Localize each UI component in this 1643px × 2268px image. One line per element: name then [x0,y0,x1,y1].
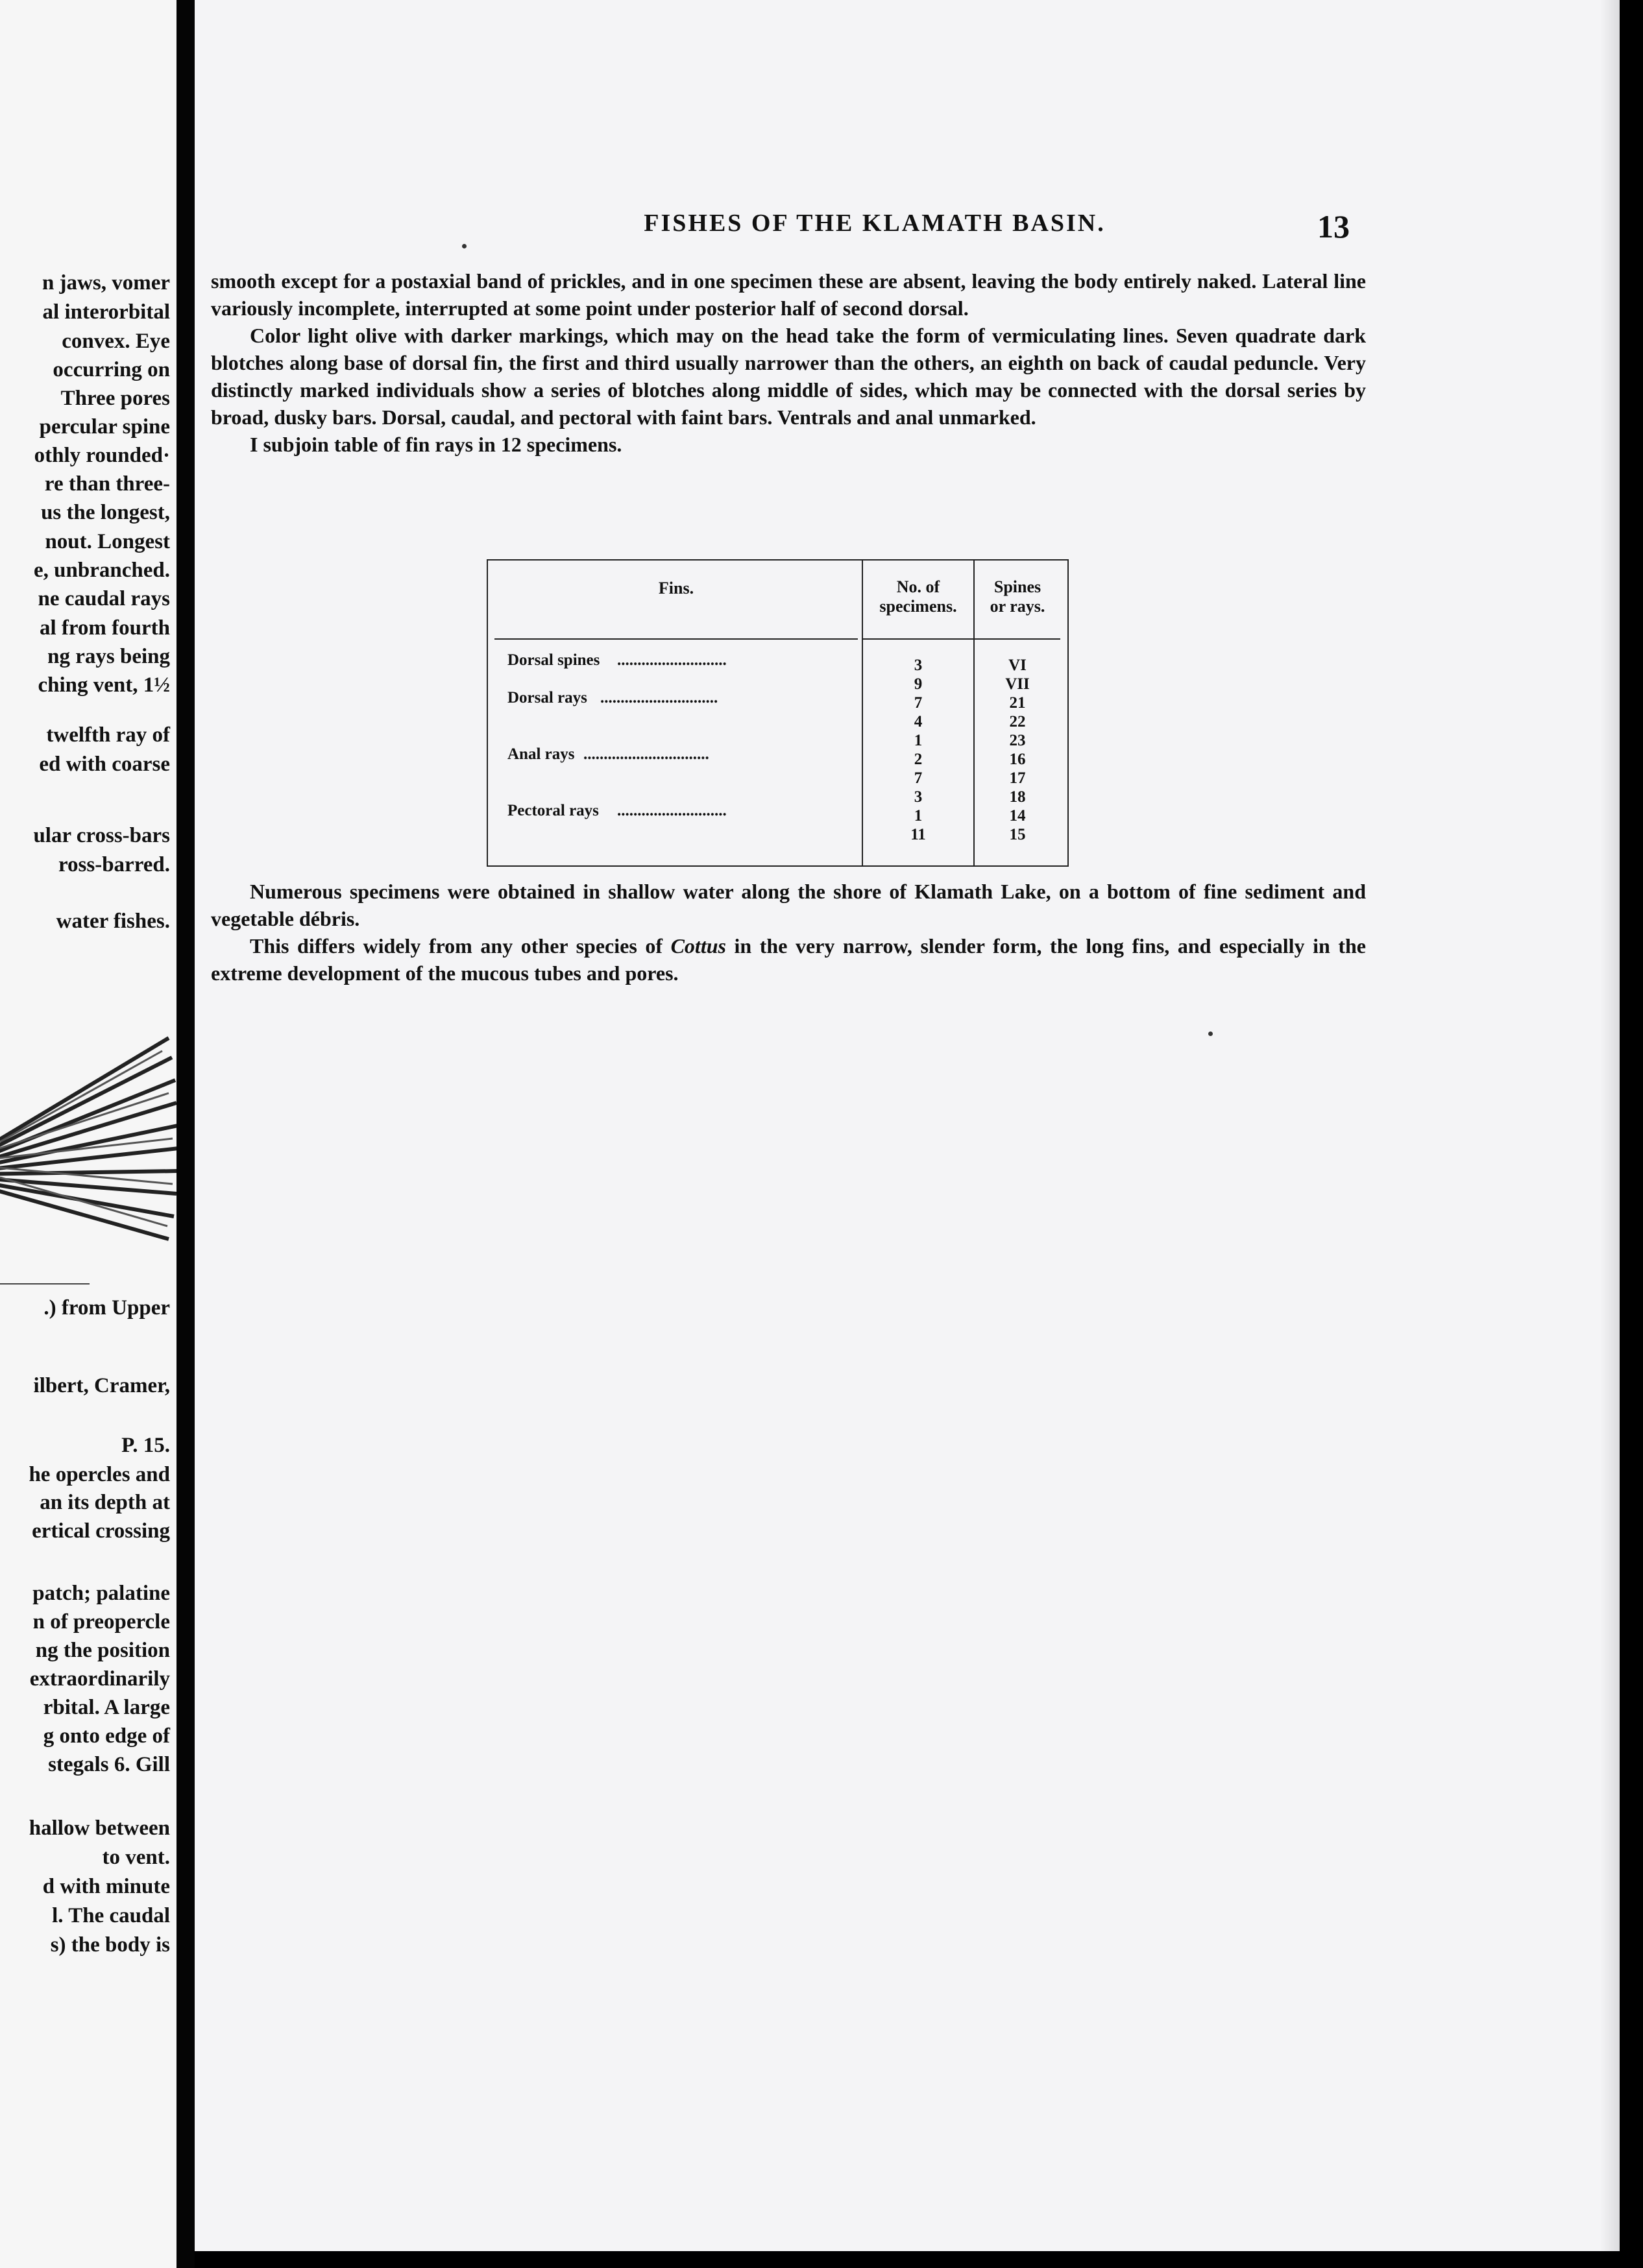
cell-rays: 21 [1009,694,1026,712]
cell-rays: 22 [1009,713,1026,730]
comparison-text-a: This differs widely from any other species of [250,934,671,958]
cell-rays: 14 [1009,807,1026,825]
facing-page-line: othly rounded· [34,444,170,467]
facing-page-line: ng rays being [47,645,170,668]
cell-specimens: 9 [914,675,923,693]
comparison-text-b: in the very narrow, slender form, the long fins, and especially in the extreme development of the mucous tubes and pores. [211,934,1367,985]
leader-dots: ........................... [617,651,727,669]
caption-rule [0,1283,90,1285]
facing-page-line: ilbert, Cramer, [33,1374,170,1397]
page-13 [195,0,1620,2251]
leader-dots: ........................... [617,802,727,819]
facing-page-line: ertical crossing [32,1519,170,1543]
facing-page-line: us the longest, [41,501,170,524]
facing-page-line: occurring on [53,358,170,381]
facing-page-line: convex. Eye [62,330,170,353]
facing-page-line: P. 15. [121,1434,170,1457]
facing-page-line: Three pores [60,387,170,410]
facing-page-line: ular cross-bars [33,824,170,847]
cell-rays: 23 [1009,732,1026,749]
facing-page-line: to vent. [102,1846,170,1869]
header-fins-label: Fins. [658,579,694,597]
facing-page-line: water fishes. [56,910,170,933]
facing-page-line: ching vent, 1½ [38,673,170,697]
facing-page-line: re than three- [44,472,170,496]
cell-specimens: 3 [914,657,923,674]
paragraph-locality: Numerous specimens were obtained in shallow water along the shore of Klamath Lake, on a bottom of fine sediment and vegetable débris. [211,880,1366,930]
facing-page-line: e, unbranched. [34,559,170,582]
facing-page-line: al interorbital [42,300,170,324]
facing-page-line: al from fourth [39,616,170,640]
cell-rays: 18 [1009,788,1026,806]
cell-specimens: 1 [914,732,923,749]
cell-rays: 17 [1009,769,1026,787]
facing-page-line: d with minute [42,1875,170,1898]
cell-specimens: 4 [914,713,923,730]
leader-dots-row [617,651,727,670]
header-rays-line1: Spines [993,577,1041,596]
facing-page-fragment [0,0,176,2268]
table-header-fins [494,561,858,640]
header-specimens-line2: specimens. [879,597,957,616]
facing-page-line: an its depth at [40,1491,170,1514]
leader-dots: ............................. [600,689,718,706]
book-gutter [176,0,195,2268]
paragraph-table-intro: I subjoin table of fin rays in 12 specimens. [250,433,622,456]
leader-dots-row [583,745,709,764]
facing-page-line: nout. Longest [45,530,170,553]
facing-page-line: l. The caudal [52,1904,170,1927]
ink-speck [1208,1031,1213,1036]
cell-specimens: 1 [914,807,923,825]
fin-ray-table [487,559,1069,867]
facing-page-line: he opercles and [29,1463,170,1486]
cell-rays: 15 [1009,826,1026,843]
cell-fin-label: Dorsal rays [507,689,587,706]
facing-page-line: g onto edge of [43,1724,170,1748]
header-rays-line2: or rays. [990,597,1045,616]
facing-page-line: n of preopercle [32,1610,170,1634]
cell-rays: VII [1005,675,1030,693]
cell-fin-label: Anal rays [507,745,575,763]
table-header-specimens [863,561,973,640]
page-number: 13 [1317,208,1350,245]
cell-fin-label: Dorsal spines [507,651,600,669]
text-block-lower [211,878,1366,987]
leader-dots-row [600,689,718,707]
facing-page-line: ne caudal rays [38,587,170,610]
facing-page-line: percular spine [39,415,170,439]
facing-page-line: stegals 6. Gill [48,1753,170,1776]
cell-specimens: 11 [910,826,926,843]
fish-fin-illustration [0,1019,176,1265]
cell-fin-label: Pectoral rays [507,802,599,819]
paragraph-comparison [211,932,1366,987]
genus-name: Cottus [670,934,726,958]
facing-page-line: s) the body is [50,1933,170,1957]
facing-page-line: ross-barred. [58,853,170,876]
cell-specimens: 7 [914,694,923,712]
cell-rays: 16 [1009,751,1026,768]
facing-page-line: hallow between [29,1816,170,1840]
header-specimens-line1: No. of [896,577,940,596]
facing-page-line: .) from Upper [43,1296,170,1320]
facing-page-line: ng the position [35,1639,170,1662]
cell-specimens: 3 [914,788,923,806]
facing-page-line: patch; palatine [32,1582,170,1605]
leader-dots-row [617,802,727,820]
facing-page-line: n jaws, vomer [42,271,170,295]
running-title: FISHES OF THE KLAMATH BASIN. [644,210,1106,237]
cell-specimens: 7 [914,769,923,787]
facing-page-line: rbital. A large [43,1696,170,1719]
page-edge-shadow [1600,0,1620,2251]
cell-specimens: 2 [914,751,923,768]
paragraph-scales: smooth except for a postaxial band of prickles, and in one specimen these are absent, leaving the body entirely naked. Lateral line variously incomplete, interrupted at some point under posterior half of second dorsal. [211,269,1366,320]
facing-page-line: ed with coarse [39,753,170,776]
facing-page-line: extraordinarily [29,1667,170,1691]
leader-dots: ............................... [583,745,709,763]
facing-page-line: twelfth ray of [46,723,170,747]
paragraph-color: Color light olive with darker markings, which may on the head take the form of vermiculating lines. Seven quadrate dark blotches along base of dorsal fin, the first and third usually narrower than the others, an eighth on back of caudal peduncle. Very distinctly marked individuals show a series of blotches along middle of sides, which may be connected with the dorsal series by broad, dusky bars. Dorsal, caudal, and pectoral with faint bars. Ventrals and anal unmarked. [211,324,1366,429]
table-header-rays [975,561,1060,640]
cell-rays: VI [1008,657,1027,674]
ink-speck [462,244,467,248]
text-block-upper [211,267,1366,458]
